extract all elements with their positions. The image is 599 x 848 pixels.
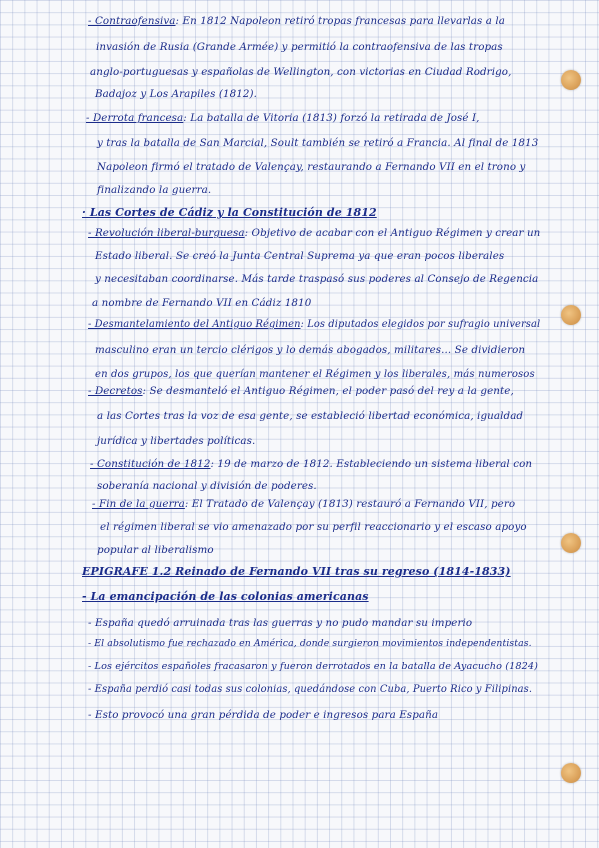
- note-heading: [82, 206, 540, 220]
- note-text: : La batalla de Vitoria (1813) forzó la retirada de José I,: [183, 112, 480, 124]
- note-line: [88, 660, 540, 674]
- note-line: [88, 683, 540, 697]
- note-line: [97, 409, 540, 423]
- bullet-label: - Decretos: [88, 385, 143, 397]
- note-line: [86, 111, 540, 125]
- note-text: invasión de Rusia (Grande Armée) y permitió la contraofensiva de las tropas: [96, 41, 503, 53]
- note-line: [92, 497, 540, 511]
- note-text: - El absolutismo fue rechazado en América, donde surgieron movimientos independentistas.: [88, 638, 532, 649]
- note-line: [97, 136, 540, 150]
- note-text: - España perdió casi todas sus colonias, quedándose con Cuba, Puerto Rico y Filipinas.: [88, 684, 533, 695]
- note-line: [97, 183, 540, 197]
- binder-hole-2: [561, 305, 581, 325]
- binder-hole-4: [561, 763, 581, 783]
- note-text: jurídica y libertades políticas.: [97, 435, 256, 447]
- note-line: [88, 616, 540, 630]
- binder-hole-3: [561, 533, 581, 553]
- note-text: masculino eran un tercio clérigos y lo demás abogados, militares... Se dividieron: [95, 344, 526, 356]
- bullet-label: - Contraofensiva: [88, 15, 176, 27]
- note-line: [90, 457, 540, 471]
- note-line: [92, 296, 540, 310]
- bullet-label: - Constitución de 1812: [90, 458, 211, 470]
- note-line: [88, 318, 540, 332]
- note-line: [96, 40, 540, 54]
- note-line: [90, 65, 540, 79]
- note-line: [100, 520, 540, 534]
- section-heading: · Las Cortes de Cádiz y la Constitución de 1812: [82, 206, 377, 219]
- note-line: [95, 272, 540, 286]
- note-text: anglo-portuguesas y españolas de Wellington, con victorias en Ciudad Rodrigo,: [90, 66, 512, 78]
- note-text: en dos grupos, los que querían mantener el Régimen y los liberales, más numerosos: [95, 369, 535, 380]
- note-text: y necesitaban coordinarse. Más tarde traspasó sus poderes al Consejo de Regencia: [95, 273, 539, 285]
- note-text: Napoleon firmó el tratado de Valençay, restaurando a Fernando VII en el trono y: [97, 161, 526, 173]
- note-line: [88, 384, 540, 398]
- note-text: a nombre de Fernando VII en Cádiz 1810: [92, 297, 312, 309]
- note-line: [88, 637, 540, 651]
- note-line: [88, 14, 540, 28]
- note-text: soberanía nacional y división de poderes.: [97, 480, 317, 492]
- note-text: y tras la batalla de San Marcial, Soult también se retiró a Francia. Al final de 1813: [97, 137, 539, 149]
- note-text: el régimen liberal se vio amenazado por su perfil reaccionario y el escaso apoyo: [100, 521, 527, 533]
- binder-hole-1: [561, 70, 581, 90]
- note-line: [97, 434, 540, 448]
- bullet-label: - Desmantelamiento del Antiguo Régimen: [88, 319, 301, 330]
- note-text: : Objetivo de acabar con el Antiguo Régimen y crear un: [244, 227, 541, 239]
- note-text: Badajoz y Los Arapiles (1812).: [95, 88, 258, 100]
- section-heading: - La emancipación de las colonias americanas: [82, 590, 369, 603]
- note-text: a las Cortes tras la voz de esa gente, se estableció libertad económica, igualdad: [97, 410, 524, 422]
- note-line: [97, 160, 540, 174]
- note-text: : En 1812 Napoleon retiró tropas francesas para llevarlas a la: [175, 15, 505, 27]
- note-text: - España quedó arruinada tras las guerras y no pudo mandar su imperio: [88, 617, 473, 629]
- note-line: [97, 479, 540, 493]
- note-line: [88, 708, 540, 722]
- note-line: [95, 249, 540, 263]
- bullet-label: - Fin de la guerra: [92, 498, 185, 510]
- note-text: finalizando la guerra.: [97, 184, 212, 196]
- note-text: - Los ejércitos españoles fracasaron y fueron derrotados en la batalla de Ayacucho (1824): [88, 661, 539, 672]
- note-text: Estado liberal. Se creó la Junta Central Suprema ya que eran pocos liberales: [95, 250, 505, 262]
- note-line: [95, 343, 540, 357]
- note-line: [95, 368, 540, 382]
- bullet-label: - Derrota francesa: [86, 112, 184, 124]
- note-text: popular al liberalismo: [97, 544, 214, 556]
- note-text: - Esto provocó una gran pérdida de poder e ingresos para España: [88, 709, 439, 721]
- bullet-label: - Revolución liberal-burguesa: [88, 227, 245, 239]
- note-line: [88, 226, 540, 240]
- note-heading: [82, 590, 540, 604]
- note-line: [97, 543, 540, 557]
- note-text: : Los diputados elegidos por sufragio universal: [300, 319, 541, 330]
- note-line: [95, 87, 540, 101]
- note-text: : Se desmanteló el Antiguo Régimen, el poder pasó del rey a la gente,: [142, 385, 514, 397]
- note-text: : El Tratado de Valençay (1813) restauró a Fernando VII, pero: [184, 498, 516, 510]
- note-heading: [82, 565, 540, 579]
- note-text: : 19 de marzo de 1812. Estableciendo un sistema liberal con: [210, 458, 533, 470]
- section-heading: EPIGRAFE 1.2 Reinado de Fernando VII tras su regreso (1814-1833): [82, 565, 511, 578]
